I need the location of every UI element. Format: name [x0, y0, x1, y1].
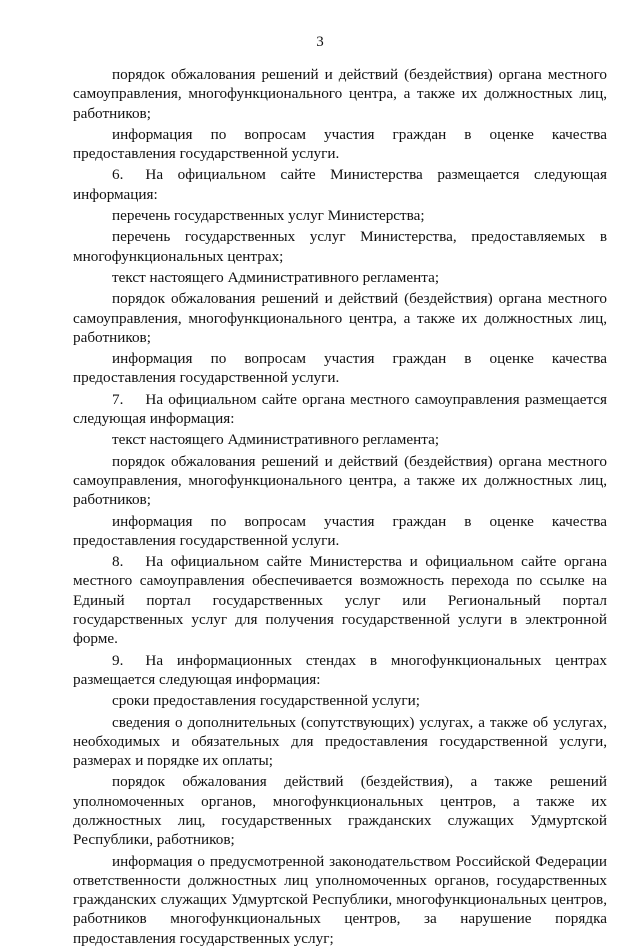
paragraph	[73, 512, 607, 551]
paragraph-text: перечень государственных услуг Министерства, предоставляемых в многофункциональных центрах;	[73, 228, 607, 265]
paragraph-text: информация по вопросам участия граждан в оценке качества предоставления государственной услуги.	[73, 125, 607, 163]
paragraph-text: порядок обжалования решений и действий (бездействия) органа местного самоуправления, многофункционального центра, а также их должностных лиц, работников;	[73, 66, 607, 122]
numbered-paragraph	[73, 165, 607, 204]
document-body	[73, 65, 607, 950]
paragraph	[73, 691, 607, 710]
numbered-paragraph	[73, 390, 607, 429]
paragraph-text: текст настоящего Административного регламента;	[112, 431, 440, 449]
numbered-paragraph	[73, 552, 607, 648]
paragraph-text: порядок обжалования решений и действий (бездействия) органа местного самоуправления, многофункционального центра, а также их должностных лиц, работников;	[73, 290, 607, 346]
paragraph	[73, 772, 607, 849]
paragraph-text: порядок обжалования действий (бездействия), а также решений уполномоченных органов, многофункциональных центров, а также их должностных лиц, государственных гражданских служащих Удмуртской Республики, работников;	[73, 773, 607, 849]
paragraph-text: На официальном сайте Министерства размещается следующая информация:	[73, 166, 607, 203]
paragraph-text: На официальном сайте органа местного самоуправления размещается следующая информация:	[73, 390, 607, 428]
paragraph	[73, 289, 607, 347]
paragraph	[73, 227, 607, 266]
paragraph	[73, 268, 607, 287]
paragraph	[73, 713, 607, 771]
paragraph-text: На информационных стендах в многофункциональных центрах размещается следующая информация:	[73, 651, 607, 688]
page-number: 3	[316, 34, 324, 50]
paragraph-text: порядок обжалования решений и действий (бездействия) органа местного самоуправления, многофункционального центра, а также их должностных лиц, работников;	[73, 452, 607, 509]
paragraph-text: информация по вопросам участия граждан в оценке качества предоставления государственной услуги.	[73, 350, 607, 387]
paragraph	[73, 852, 607, 948]
paragraph-text: текст настоящего Административного регламента;	[112, 268, 440, 286]
paragraph-number: 9.	[112, 651, 124, 669]
paragraph-text: информация по вопросам участия граждан в оценке качества предоставления государственной услуги.	[73, 512, 607, 549]
paragraph-text: перечень государственных услуг Министерства;	[112, 207, 425, 225]
paragraph-number: 8.	[112, 553, 124, 571]
paragraph	[73, 65, 607, 123]
numbered-paragraph	[73, 651, 607, 690]
paragraph	[73, 125, 607, 164]
paragraph	[73, 206, 607, 225]
paragraph-number: 7.	[112, 390, 124, 408]
paragraph-text: сроки предоставления государственной услуги;	[112, 692, 420, 710]
paragraph-text: информация о предусмотренной законодательством Российской Федерации ответственности должностных лиц уполномоченных органов, государственных гражданских служащих Удмуртской Республики, многофункциональных центров, работников многофункциональных центров, за нарушение порядка предоставления государственных услуг;	[73, 852, 607, 947]
paragraph	[73, 430, 607, 449]
paragraph	[73, 349, 607, 388]
paragraph-text: сведения о дополнительных (сопутствующих) услугах, а также об услугах, необходимых и обязательных для предоставления государственной услуги, размерах и порядке их оплаты;	[73, 713, 607, 770]
paragraph-number: 6.	[112, 166, 124, 184]
paragraph	[73, 452, 607, 510]
paragraph-text: На официальном сайте Министерства и официальном сайте органа местного самоуправления обеспечивается возможность перехода по ссылке на Единый портал государственных услуг или Региональный портал государственных услуг для получения государственной услуги в электронной форме.	[73, 553, 607, 648]
